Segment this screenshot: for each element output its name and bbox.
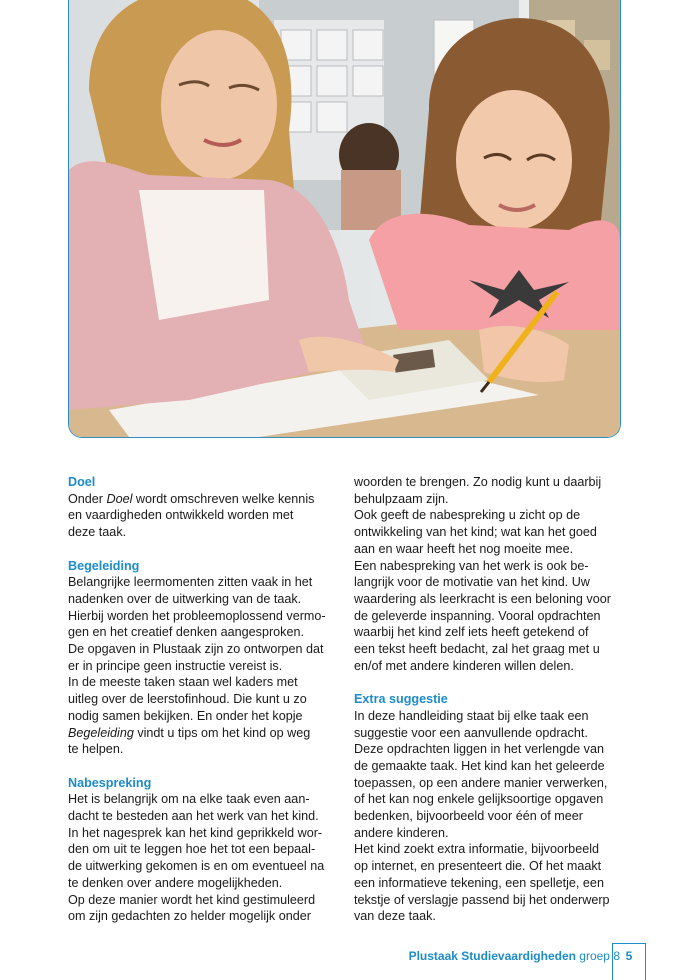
begeleiding-paragraph: Belangrijke leermomenten zitten vaak in het nadenken over de uitwerking van de taak. Hierbij worden het probleemoplossend vermo- gen en het creatief denken aangesproken. De opgaven in Plustaak zijn zo ontworpen dat er in principe geen instructie vereist is. In de meeste taken staan wel kaders met uitleg over de leerstofinhoud. Die kunt u zo nodig samen bekijken. En onder het kopje Begeleiding vindt u tips om het kind op weg te helpen. <box>68 575 326 757</box>
heading-begeleiding: Begeleiding <box>68 558 140 573</box>
photo-teacher-and-student <box>68 0 621 438</box>
nabespreking-continued: woorden te brengen. Zo nodig kunt u daarbij behulpzaam zijn. Ook geeft de nabespreking u zicht op de ontwikkeling van het kind; wat kan het goed aan en waar heeft het nog moeite mee. Een nabespreking van het werk is ook be- langrijk voor de motivatie van het kind. Uw waardering als leerkracht is een beloning voor de geleverde inspanning. Vooral opdrachten waarbij het kind zelf iets heeft getekend of een tekst heeft bedacht, zal het graag met u en/of met andere kinderen willen delen. <box>354 475 611 673</box>
nabespreking-paragraph: Het is belangrijk om na elke taak even aan- dacht te besteden aan het werk van het kind. In het nagesprek kan het kind geprikkeld wor- den om uit te leggen hoe het tot een bepaal- de uitwerking gekomen is en om eventueel na te denken over andere mogelijkheden. Op deze manier wordt het kind gestimuleerd om zijn gedachten zo helder mogelijk onder <box>68 792 325 924</box>
extra-suggestie-paragraph: In deze handleiding staat bij elke taak een suggestie voor een aanvullende opdracht. Deze opdrachten liggen in het verlengde van de gemaakte taak. Het kind kan het geleerde toepassen, op een andere manier verwerken, of het kan nog enkele gelijksoortige opgaven bedenken, bijvoorbeeld voor één of meer andere kinderen. Het kind zoekt extra informatie, bijvoorbeeld op internet, en presenteert die. Of het maakt een informatieve tekening, een spelletje, een tekstje of verslagje passend bij het onderwerp van deze taak. <box>354 708 610 924</box>
heading-extra-suggestie: Extra suggestie <box>354 692 448 707</box>
heading-nabespreking: Nabespreking <box>68 775 152 790</box>
page-number: 5 <box>612 943 646 980</box>
footer-title: Plustaak Studievaardigheden groep 8 <box>408 949 620 963</box>
heading-doel: Doel <box>68 475 96 489</box>
doel-paragraph: Onder Doel wordt omschreven welke kennis en vaardigheden ontwikkeld worden met deze taak. <box>68 491 315 540</box>
right-column <box>354 474 624 925</box>
left-column <box>68 474 336 925</box>
